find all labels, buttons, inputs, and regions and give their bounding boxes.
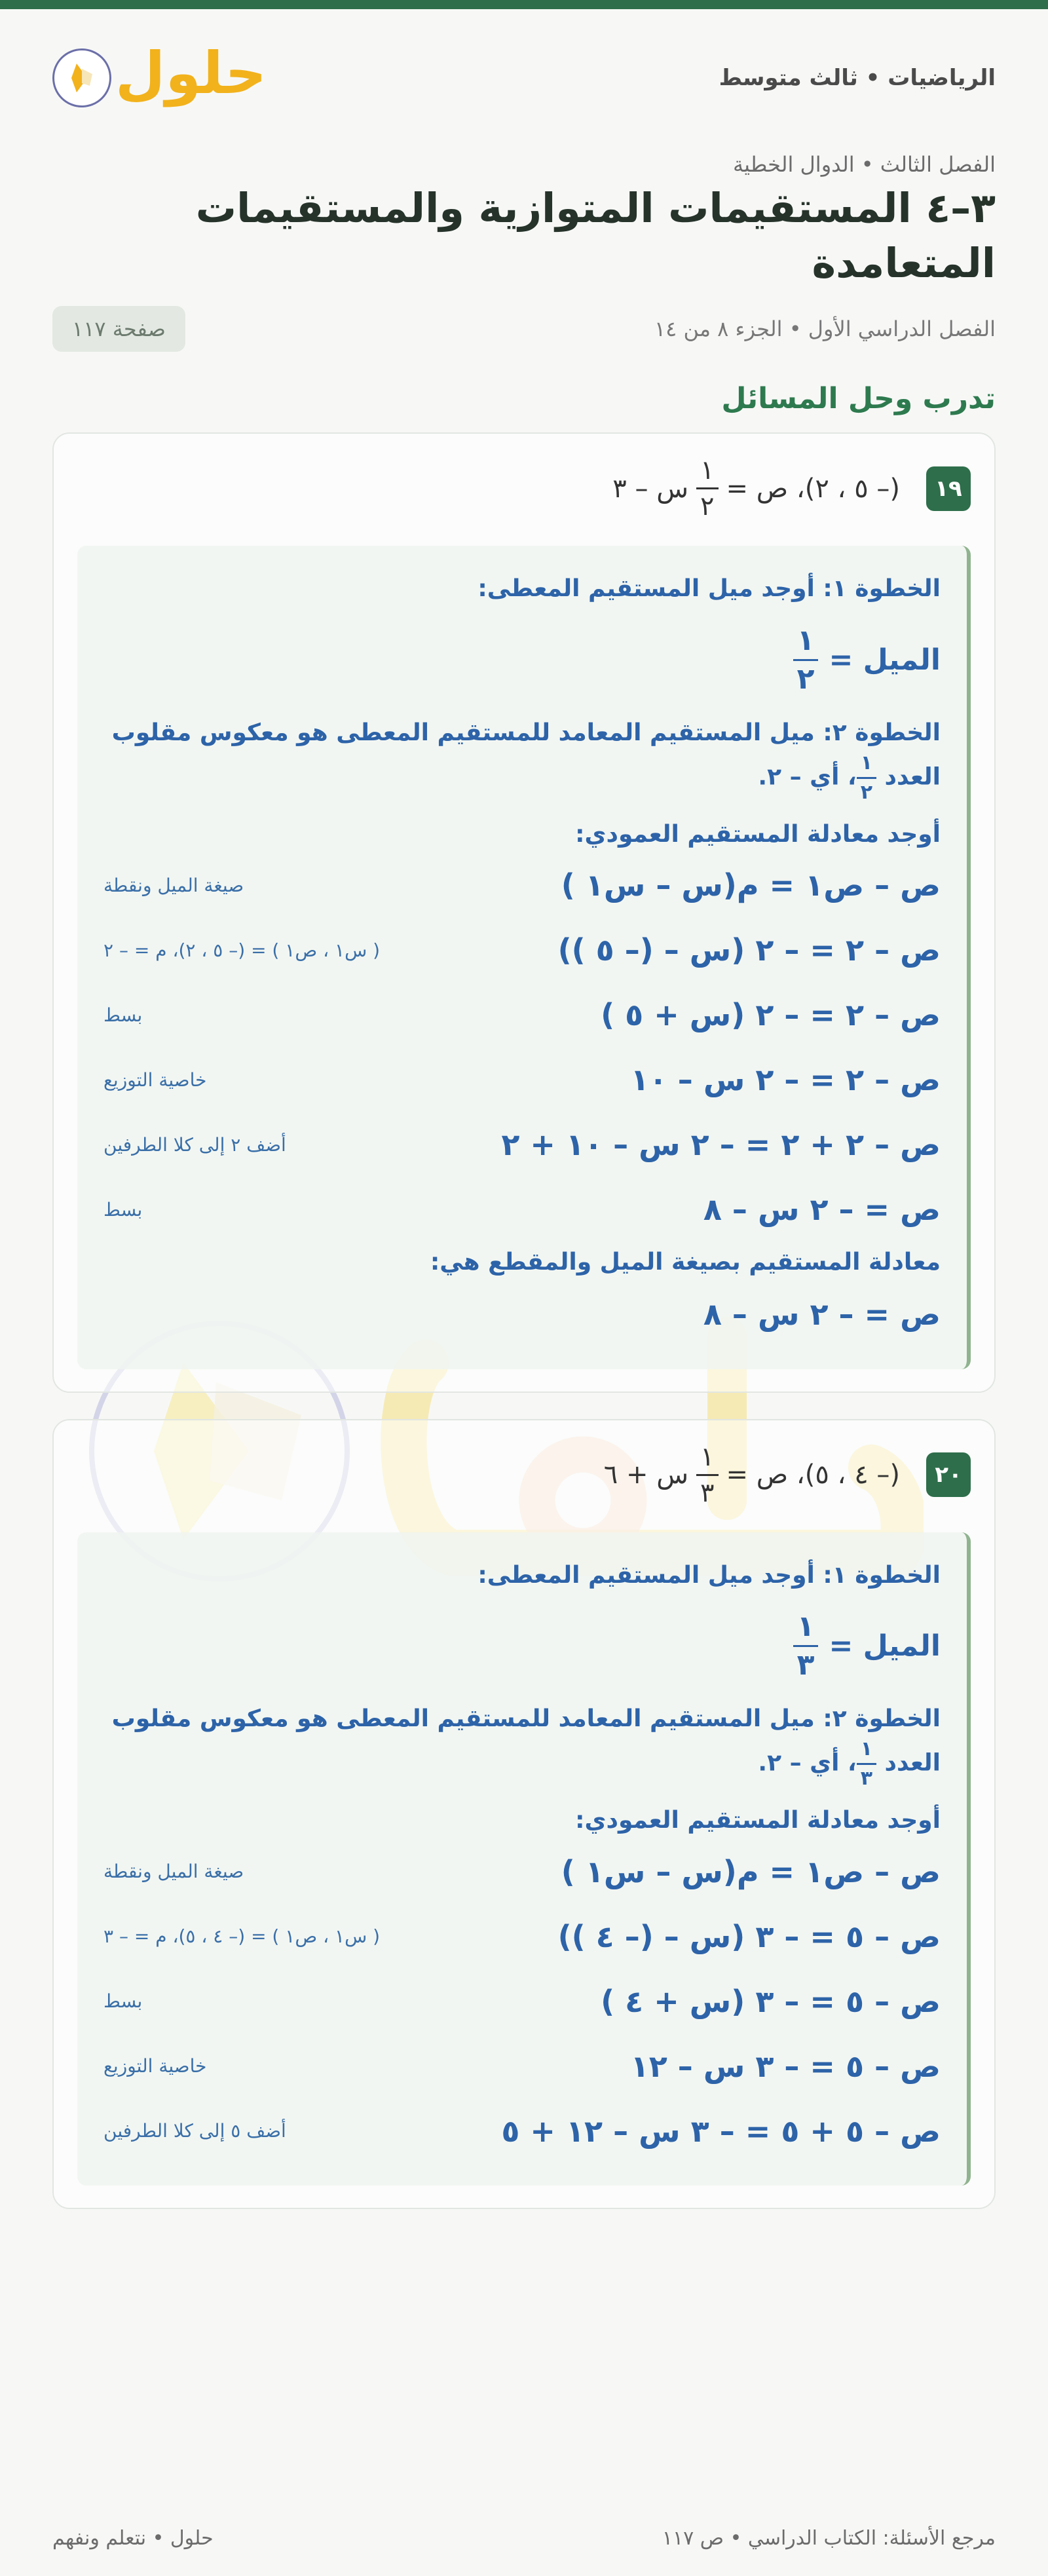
equation-note: خاصية التوزيع — [103, 1069, 207, 1091]
step-1: الخطوة ١: أوجد ميل المستقيم المعطى: — [477, 575, 941, 603]
step-2-text: الخطوة ٢: ميل المستقيم المعامد للمستقيم المعطى هو معكوس مقلوب العدد — [111, 1705, 941, 1777]
final-answer-label: معادلة المستقيم بصيغة الميل والمقطع هي: — [430, 1248, 941, 1276]
footer-brand: حلول • نتعلم ونفهم — [52, 2527, 214, 2550]
prompt-suffix: س – ٣ — [612, 473, 689, 504]
problem-prompt — [603, 1441, 900, 1508]
solution-panel — [77, 546, 971, 1369]
fraction-numerator: ١ — [793, 1612, 819, 1647]
slope-fraction — [793, 1612, 819, 1680]
equation-note: بسط — [103, 1198, 143, 1221]
find-equation-label: أوجد معادلة المستقيم العمودي: — [575, 820, 941, 848]
step-2 — [103, 1698, 941, 1789]
equation-row — [103, 1904, 941, 1969]
fraction-numerator: ١ — [696, 457, 718, 489]
page-header — [52, 9, 996, 147]
step-1: الخطوة ١: أوجد ميل المستقيم المعطى: — [477, 1561, 941, 1589]
equation: ص – ٢ = – ٢ س – ١٠ — [630, 1062, 941, 1098]
equation: ص – ٥ = – ٣ (س – (– ٤ )) — [557, 1918, 941, 1954]
equation-note: صيغة الميل ونقطة — [103, 874, 244, 896]
slope-line — [103, 1612, 941, 1680]
problem-prompt — [612, 457, 900, 520]
prompt-fraction — [696, 457, 718, 520]
equation-note: بسط — [103, 1990, 143, 2013]
slope-label: الميل = — [829, 1629, 941, 1663]
equation-row — [103, 2034, 941, 2098]
fraction-numerator: ١ — [696, 1444, 718, 1476]
equation: ص – ٥ = – ٣ س – ١٢ — [630, 2048, 941, 2084]
equation-note: أضف ٢ إلى كلا الطرفين — [103, 1133, 286, 1156]
fraction-numerator: ١ — [793, 626, 819, 661]
slope-line — [103, 623, 941, 696]
equation-row — [103, 1839, 941, 1904]
equation: ص – ٢ = – ٢ (س + ٥ ) — [601, 997, 941, 1033]
footer-reference: مرجع الأسئلة: الكتاب الدراسي • ص ١١٧ — [662, 2527, 996, 2550]
equation: ص – ٢ + ٢ = – ٢ س – ١٠ + ٢ — [501, 1127, 941, 1163]
chapter-breadcrumb: الفصل الثالث • الدوال الخطية — [733, 152, 996, 177]
page-title: ٣–٤ المستقيمات المتوازية والمستقيمات المتعامدة — [195, 184, 996, 287]
problem-card — [52, 1419, 996, 2209]
prompt-suffix: س + ٦ — [603, 1460, 689, 1490]
subject-label: الرياضيات • ثالث متوسط — [719, 65, 996, 91]
prompt-fraction — [696, 1441, 718, 1508]
equation: ص – ص١ = م(س – س١ ) — [561, 867, 941, 903]
equation-row — [103, 1048, 941, 1112]
fraction-denominator: ٣ — [860, 1767, 872, 1790]
solution-panel — [77, 1532, 971, 2186]
equation-row — [103, 1177, 941, 1242]
logo-wordmark: حلول — [115, 39, 267, 107]
prompt-prefix: (– ٤ ، ٥)، ص = — [726, 1460, 900, 1490]
fraction-denominator: ٢ — [700, 491, 715, 522]
equation-row — [103, 1969, 941, 2034]
problem-card — [52, 432, 996, 1392]
fraction-denominator: ٢ — [796, 662, 815, 696]
final-answer-row — [103, 1282, 941, 1347]
equation-note: ( س١ ، ص١ ) = (– ٥ ، ٢)، م = – ٢ — [103, 939, 381, 961]
equation: ص – ٥ + ٥ = – ٣ س – ١٢ + ٥ — [501, 2113, 941, 2149]
equation-row — [103, 853, 941, 918]
problem-number: ١٩ — [926, 466, 971, 511]
step-2-fraction — [857, 753, 876, 803]
page-badge: صفحة ١١٧ — [52, 306, 185, 352]
fraction-numerator: ١ — [857, 753, 876, 779]
final-equation: ص = – ٢ س – ٨ — [703, 1297, 941, 1333]
step-2-result: ، أي – ٢. — [758, 1749, 857, 1777]
equation-note: صيغة الميل ونقطة — [103, 1861, 244, 1883]
slope-label: الميل = — [829, 643, 941, 677]
page-footer — [52, 2527, 996, 2550]
step-2 — [103, 712, 941, 803]
find-equation-label: أوجد معادلة المستقيم العمودي: — [575, 1807, 941, 1834]
fraction-numerator: ١ — [857, 1739, 876, 1765]
logo-emblem-icon — [52, 48, 111, 107]
step-2-result: ، أي – ٢. — [758, 763, 857, 791]
fraction-denominator: ٢ — [860, 780, 872, 804]
part-info: الفصل الدراسي الأول • الجزء ٨ من ١٤ — [654, 316, 996, 342]
equation-row — [103, 918, 941, 983]
equation: ص – ٥ = – ٣ (س + ٤ ) — [601, 1983, 941, 2019]
equation-note: ( س١ ، ص١ ) = (– ٤ ، ٥)، م = – ٣ — [103, 1925, 381, 1948]
slope-fraction — [793, 623, 819, 696]
equation: ص – ٢ = – ٢ (س – (– ٥ )) — [557, 932, 941, 968]
prompt-prefix: (– ٥ ، ٢)، ص = — [726, 473, 900, 504]
top-accent-bar — [0, 0, 1048, 9]
equation-row — [103, 983, 941, 1048]
fraction-denominator: ٣ — [700, 1477, 715, 1508]
site-logo[interactable] — [52, 39, 267, 107]
problem-number: ٢٠ — [926, 1452, 971, 1497]
equation-row — [103, 2098, 941, 2163]
section-title: تدرب وحل المسائل — [721, 382, 996, 416]
step-2-fraction — [857, 1739, 876, 1789]
equation-note: خاصية التوزيع — [103, 2055, 207, 2077]
equation-note: أضف ٥ إلى كلا الطرفين — [103, 2120, 286, 2142]
step-2-text: الخطوة ٢: ميل المستقيم المعامد للمستقيم المعطى هو معكوس مقلوب العدد — [111, 719, 941, 791]
equation-note: بسط — [103, 1004, 143, 1026]
equation: ص – ص١ = م(س – س١ ) — [561, 1853, 941, 1889]
equation: ص = – ٢ س – ٨ — [703, 1192, 941, 1228]
fraction-denominator: ٣ — [796, 1648, 815, 1682]
equation-row — [103, 1112, 941, 1177]
